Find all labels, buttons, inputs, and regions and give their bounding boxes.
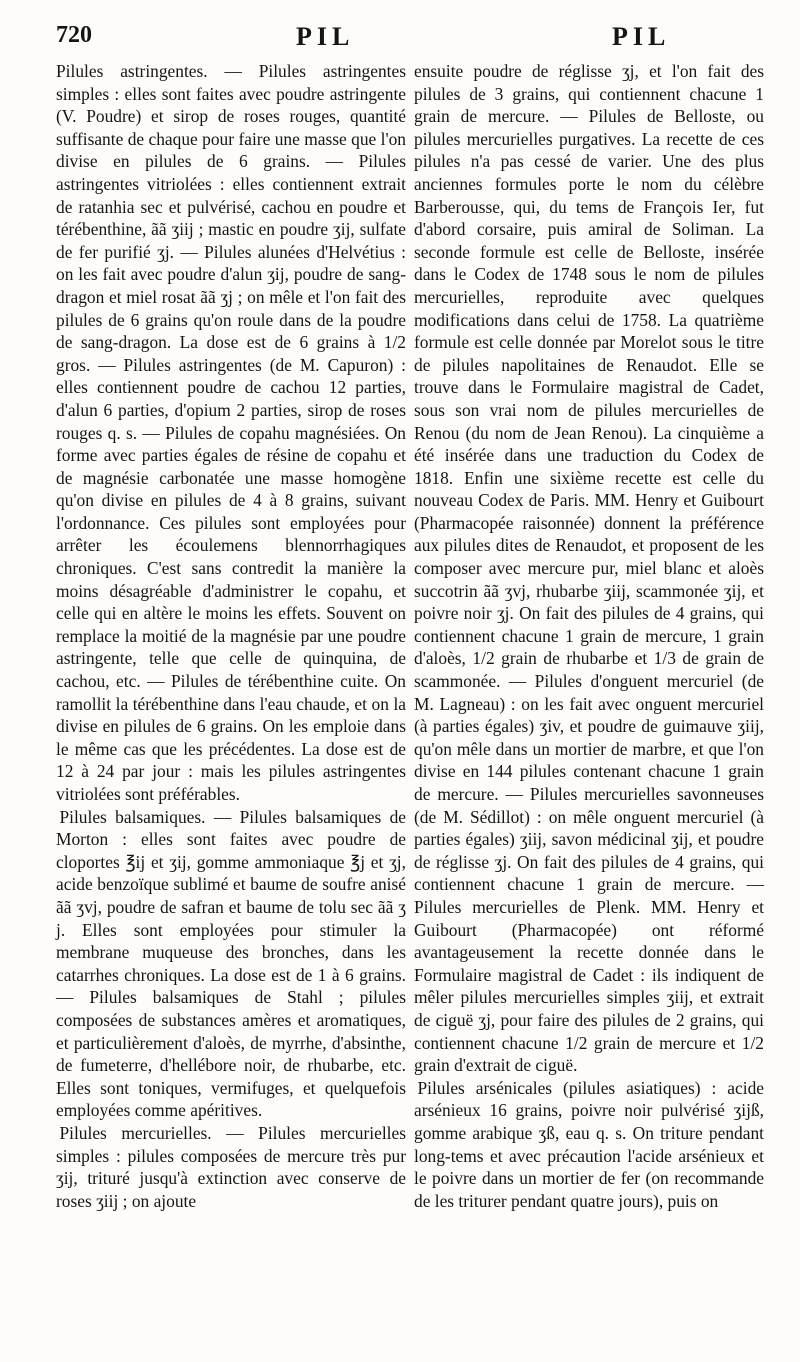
text-columns: [56, 60, 764, 1212]
page-number: 720: [56, 22, 92, 48]
right-column: [414, 60, 764, 1212]
paragraph-pilules-astringentes: Pilules astringentes. — Pilules astringentes simples : elles sont faites avec poudre astringente (V. Poudre) et sirop de roses rouges, quantité suffisante de chaque pour faire une masse que l'on divise en pilules de 6 grains. — Pilules astringentes vitriolées : elles contiennent extrait de ratanhia sec et pulvérisé, cachou en poudre et térébenthine, ãã ʒiij ; mastic en poudre ʒij, sulfate de fer purifié ʒj. — Pilules alunées d'Helvétius : on les fait avec poudre d'alun ʒij, poudre de sang-dragon et miel rosat ãã ʒj ; on mêle et l'on fait des pilules de 6 grains qu'on roule dans de la poudre de sang-dragon. La dose est de 6 grains à 1/2 gros. — Pilules astringentes (de M. Capuron) : elles contiennent poudre de cachou 12 parties, d'alun 6 parties, d'opium 2 parties, sirop de roses rouges q. s. — Pilules de copahu magnésiées. On forme avec parties égales de résine de copahu et de magnésie carbonatée une masse homogène qu'on divise en pilules de 4 à 8 grains, suivant l'ordonnance. Ces pilules sont employées pour arrêter les écoulemens blennorrhagiques chroniques. C'est sans contredit la manière la moins désagréable d'administrer le copahu, et celle qui en altère le moins les effets. Souvent on remplace la moitié de la magnésie par une poudre astringente, telle que celle de quinquina, de cachou, etc. — Pilules de térébenthine cuite. On ramollit la térébenthine dans l'eau chaude, et on la divise en pilules de 6 grains. On les emploie dans le même cas que les précédentes. La dose est de 12 à 24 par jour : mais les pilules astringentes vitriolées sont préférables.: [56, 61, 406, 804]
running-head-left: PIL: [296, 22, 355, 51]
running-header: [56, 22, 764, 56]
running-head-right: PIL: [612, 22, 671, 51]
paragraph-pilules-mercurielles: Pilules mercurielles. — Pilules mercurielles simples : pilules composées de mercure très pur ʒij, trituré jusqu'à extinction avec conserve de roses ʒiij ; on ajoute: [56, 1122, 406, 1211]
paragraph-pilules-balsamiques: Pilules balsamiques. — Pilules balsamiques de Morton : elles sont faites avec poudre de cloportes ℥ij et ʒij, gomme ammoniaque ℥j et ʒj, acide benzoïque sublimé et baume de soufre anisé ãã ʒvj, poudre de safran et baume de tolu sec ãã ʒ j. Elles sont employées pour stimuler la membrane muqueuse des bronches, dans les catarrhes chroniques. La dose est de 1 à 6 grains. — Pilules balsamiques de Stahl ; pilules composées de substances amères et aromatiques, et particulièrement d'aloès, de myrrhe, d'absinthe, de fumeterre, d'hellébore noir, de rhubarbe, etc. Elles sont toniques, vermifuges, et quelquefois employées comme apéritives.: [56, 806, 406, 1121]
left-column: [56, 60, 406, 1212]
paragraph-mercurielles-continued: ensuite poudre de réglisse ʒj, et l'on fait des pilules de 3 grains, qui contiennent chacune 1 grain de mercure. — Pilules de Belloste, ou pilules mercurielles purgatives. La recette de ces pilules n'a pas cessé de varier. Une des plus anciennes formules porte le nom du célèbre Barberousse, qui, du tems de François Ier, fut d'abord corsaire, puis amiral de Soliman. La seconde formule est celle de Belloste, insérée dans le Codex de 1748 sous le nom de pilules mercurielles, reproduite avec quelques modifications dans celui de 1758. La quatrième formule est celle donnée par Morelot sous le titre de pilules napolitaines de Renaudot. Elle se trouve dans le Formulaire magistral de Cadet, sous son vrai nom de pilules mercurielles de Renou (du nom de Jean Renou). La cinquième a été insérée dans une traduction du Codex de 1818. Enfin une sixième recette est celle du nouveau Codex de Paris. MM. Henry et Guibourt (Pharmacopée raisonnée) donnent la préférence aux pilules dites de Renaudot, et proposent de les composer avec mercure pur, miel blanc et aloès succotrin ãã ʒvj, rhubarbe ʒiij, scammonée ʒij, et poivre noir ʒj. On fait des pilules de 4 grains, qui contiennent chacune 1 grain de mercure, 1 grain d'aloès, 1/2 grain de rhubarbe et 1/3 de grain de scammonée. — Pilules d'onguent mercuriel (de M. Lagneau) : on les fait avec onguent mercuriel (à parties égales) ʒiv, et poudre de guimauve ʒiij, qu'on mêle dans un mortier de marbre, et que l'on divise en 144 pilules contenant chacune 1 grain de mercure. — Pilules mercurielles savonneuses (de M. Sédillot) : on mêle onguent mercuriel (à parties égales) ʒiij, savon médicinal ʒij, et poudre de réglisse ʒj. On fait des pilules de 4 grains, qui contiennent chacune 1 grain de mercure. — Pilules mercurielles de Plenk. MM. Henry et Guibourt (Pharmacopée) ont réformé avantageusement la recette donnée dans le Formulaire magistral de Cadet : ils indiquent de mêler pilules mercurielles simples ʒiij, et extrait de ciguë ʒj, pour faire des pilules de 2 grains, qui contiennent chacune 1/2 grain de mercure et 1/2 grain d'extrait de ciguë.: [414, 61, 764, 1076]
paragraph-pilules-arsenicales: Pilules arsénicales (pilules asiatiques) : acide arsénieux 16 grains, poivre noir pulvérisé ʒijß, gomme arabique ʒß, eau q. s. On triture pendant long-tems et avec précaution l'acide arsénieux et le poivre dans un mortier de fer (on recommande de les triturer pendant quatre jours), puis on: [414, 1077, 764, 1211]
